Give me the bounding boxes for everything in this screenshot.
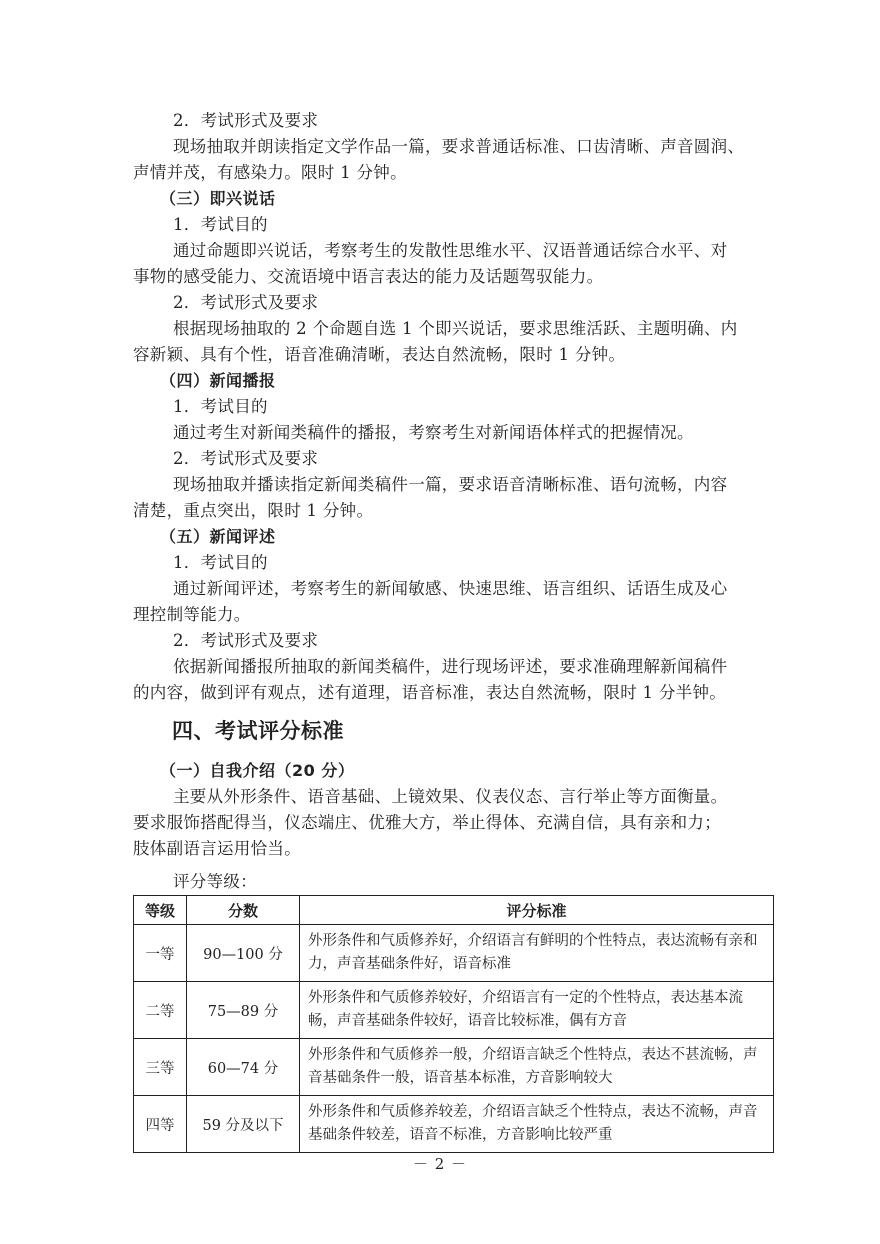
body-line: 主要从外形条件、语音基础、上镜效果、仪表仪态、言行举止等方面衡量。: [173, 787, 728, 806]
body-line: 声情并茂，有感染力。限时 1 分钟。: [133, 163, 407, 182]
body-line: 2．考试形式及要求: [173, 293, 319, 312]
body-line: 2．考试形式及要求: [173, 449, 319, 468]
body-line: 现场抽取并朗读指定文学作品一篇，要求普通话标准、口齿清晰、声音圆润、: [173, 137, 745, 156]
body-line: 容新颖、具有个性，语音准确清晰，表达自然流畅，限时 1 分钟。: [133, 345, 626, 364]
criteria-cell: 外形条件和气质修养好，介绍语言有鲜明的个性特点，表达流畅有亲和力，声音基础条件好，语音标准: [300, 925, 774, 982]
body-line: 要求服饰搭配得当，仪态端庄、优雅大方，举止得体、充满自信，具有亲和力；: [133, 813, 721, 832]
grade-cell: 二等: [134, 982, 187, 1039]
section-title: 四、考试评分标准: [172, 719, 344, 743]
table-row: [134, 982, 774, 1039]
grade-cell: 三等: [134, 1039, 187, 1096]
body-line: 通过新闻评述，考察考生的新闻敏感、快速思维、语言组织、话语生成及心: [173, 579, 728, 598]
score-cell: 90—100 分: [187, 925, 300, 982]
subsection-heading: （一）自我介绍（20 分）: [160, 761, 355, 780]
grade-label: 评分等级：: [173, 872, 257, 891]
table-row: [134, 1039, 774, 1096]
criteria-cell: 外形条件和气质修养较好，介绍语言有一定的个性特点，表达基本流畅，声音基础条件较好，语音比较标准，偶有方音: [300, 982, 774, 1039]
body-line: 的内容，做到评有观点，述有道理，语音标准，表达自然流畅，限时 1 分半钟。: [133, 683, 727, 702]
table-row: [134, 1096, 774, 1153]
grade-cell: 一等: [134, 925, 187, 982]
body-line: 理控制等能力。: [133, 605, 251, 624]
body-line: 依据新闻播报所抽取的新闻类稿件，进行现场评述，要求准确理解新闻稿件: [173, 657, 728, 676]
body-line: 1．考试目的: [173, 215, 268, 234]
grading-table: [133, 895, 774, 1153]
subsection-heading: （五）新闻评述: [160, 527, 276, 546]
table-header-row: [134, 896, 774, 925]
criteria-cell: 外形条件和气质修养一般，介绍语言缺乏个性特点，表达不甚流畅，声音基础条件一般，语音基本标准，方音影响较大: [300, 1039, 774, 1096]
header-score: 分数: [187, 896, 300, 925]
score-cell: 60—74 分: [187, 1039, 300, 1096]
score-cell: 59 分及以下: [187, 1096, 300, 1153]
body-line: 通过考生对新闻类稿件的播报，考察考生对新闻语体样式的把握情况。: [173, 423, 694, 442]
body-line: 肢体副语言运用恰当。: [133, 839, 301, 858]
table-row: [134, 925, 774, 982]
body-line: 1．考试目的: [173, 553, 268, 572]
body-line: 2．考试形式及要求: [173, 631, 319, 650]
page-number: － 2 －: [412, 1155, 468, 1173]
header-criteria: 评分标准: [300, 896, 774, 925]
body-line: 根据现场抽取的 2 个命题自选 1 个即兴说话，要求思维活跃、主题明确、内: [173, 319, 738, 338]
subsection-heading: （三）即兴说话: [160, 189, 276, 208]
body-line: 2．考试形式及要求: [173, 111, 319, 130]
score-cell: 75—89 分: [187, 982, 300, 1039]
header-grade: 等级: [134, 896, 187, 925]
body-line: 现场抽取并播读指定新闻类稿件一篇，要求语音清晰标准、语句流畅，内容: [173, 475, 728, 494]
body-line: 通过命题即兴说话，考察考生的发散性思维水平、汉语普通话综合水平、对: [173, 241, 728, 260]
body-line: 1．考试目的: [173, 397, 268, 416]
criteria-cell: 外形条件和气质修养较差，介绍语言缺乏个性特点，表达不流畅，声音基础条件较差，语音不标准，方音影响比较严重: [300, 1096, 774, 1153]
body-line: 清楚，重点突出，限时 1 分钟。: [133, 501, 374, 520]
subsection-heading: （四）新闻播报: [160, 371, 276, 390]
grade-cell: 四等: [134, 1096, 187, 1153]
body-line: 事物的感受能力、交流语境中语言表达的能力及话题驾驭能力。: [133, 267, 604, 286]
